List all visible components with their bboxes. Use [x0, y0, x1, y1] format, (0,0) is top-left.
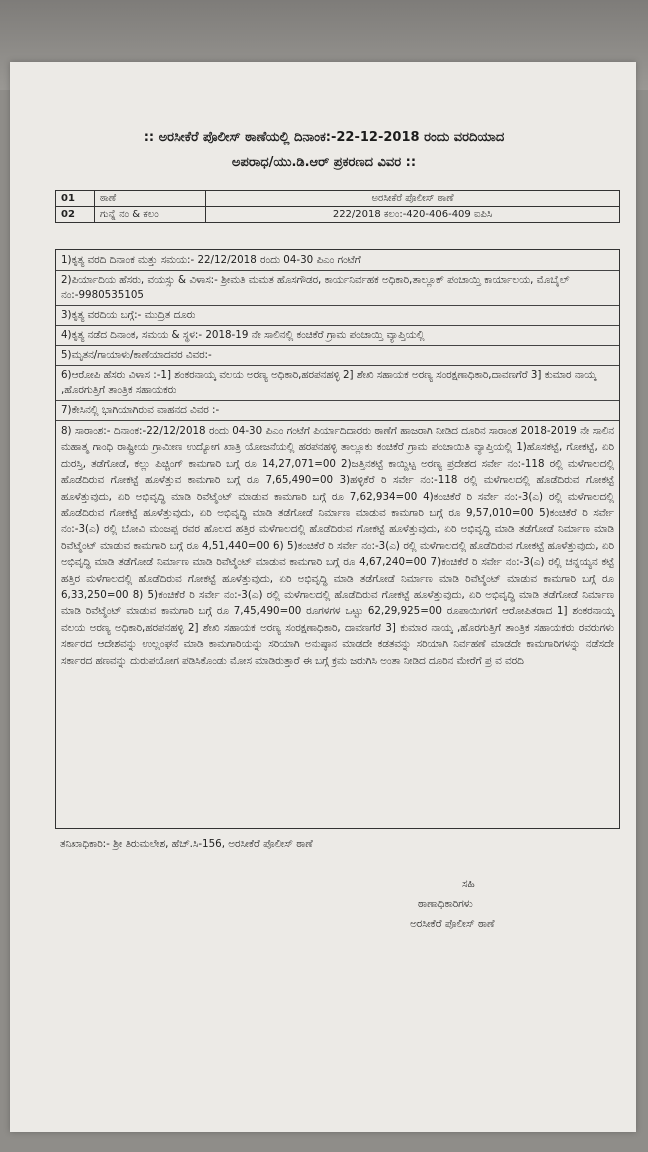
divider	[56, 345, 619, 346]
table-row	[56, 191, 620, 207]
row-label: ಗುನ್ನೆ ನಂ & ಕಲಂ	[95, 207, 206, 223]
row-value: ಅರಸೀಕೆರೆ ಪೊಲೀಸ್ ಠಾಣೆ	[206, 191, 620, 207]
case-details-box	[55, 249, 620, 829]
header-table	[55, 190, 620, 223]
item-accused: 6)ಆರೋಪಿ ಹೆಸರು ವಿಳಾಸ :-1] ಶಂಕರನಾಯ್ಕ ವಲಯ ಅರಣ್ಯ ಅಧಿಕಾರಿ,ಹರಪನಹಳ್ಳಿ 2] ಶೇಖಿ ಸಹಾಯಕ ಅರಣ್ಯ ಸಂರಕ್ಷಣಾಧಿಕಾರಿ,ದಾವಣಗೆರೆ 3] ಕುಮಾರ ನಾಯ್ಕ ,ಹೊರಗುತ್ತಿಗೆ ತಾಂತ್ರಿಕ ಸಹಾಯಕರು	[61, 369, 597, 396]
divider	[56, 270, 619, 271]
row-number: 01	[56, 191, 95, 207]
table-row	[56, 207, 620, 223]
divider	[56, 420, 619, 421]
item-complainant: 2)ಪಿರ್ಯಾದಿಯ ಹೆಸರು, ವಯಸ್ಸು & ವಿಳಾಸ:- ಶ್ರೀಮತಿ ಮಮತ ಹೊಸಗೌಡರ, ಕಾರ್ಯನಿರ್ವಹಕ ಅಧಿಕಾರಿ,ತಾಲ್ಲೂಕ್ ಪಂಚಾಯ್ತಿ ಕಾರ್ಯಾಲಯ, ಮೊಬೈಲ್ ನಂ:-9980535105	[61, 274, 570, 301]
item-summary: 8) ಸಾರಾಂಶ:- ದಿನಾಂಕ:-22/12/2018 ರಂದು 04-30 ಪಿಎಂ ಗಂಟೆಗೆ ಪಿರ್ಯಾದಿದಾರರು ಠಾಣೆಗೆ ಹಾಜರಾಗಿ ನೀಡಿದ ದೂರಿನ ಸಾರಾಂಶ 2018-2019 ನೇ ಸಾಲಿನ ಮಹಾತ್ಮ ಗಾಂಧಿ ರಾಷ್ಟ್ರೀಯ ಗ್ರಾಮೀಣ ಉದ್ಯೋಗ ಖಾತ್ರಿ ಯೋಜನೆಯಲ್ಲಿ ಹರಪನಹಳ್ಳಿ ತಾಲ್ಲೂಕು ಕಂಚಿಕೆರೆ ಗ್ರಾಮ ಪಂಚಾಯಿತಿ ವ್ಯಾಪ್ತಿಯಲ್ಲಿ 1)ಹೊಸಕಟ್ಟೆ, ಗೋಕಟ್ಟೆ, ಏರಿ ದುರಸ್ತಿ, ತಡೆಗೋಡೆ, ಕಲ್ಲು ಪಿಚ್ಚಿಂಗ್ ಕಾಮಗಾರಿ ಬಗ್ಗೆ ರೂ 14,27,071=00 2)ಜತ್ತಿನಕಟ್ಟೆ ಕಾಯ್ದಿಟ್ಟ ಅರಣ್ಯ ಪ್ರದೇಶದ ಸರ್ವೇ ನಂ:-118 ರಲ್ಲಿ ಮಳೆಗಾಲದಲ್ಲಿ ಹೊಡೆದಿರುವ ಗೋಕಟ್ಟೆ ಹೂಳೆತ್ತುವ ಕಾಮಗಾರಿ ಬಗ್ಗೆ ರೂ 7,65,490=00 3)ಹಳ್ಳಿಕೆರೆ ರಿ ಸರ್ವೇ ನಂ:-118 ರಲ್ಲಿ ಮಳೆಗಾಲದಲ್ಲಿ ಹೊಡೆದಿರುವ ಗೋಕಟ್ಟೆ ಹೂಳೆತ್ತುವುದು, ಏರಿ ಅಭಿವೃದ್ಧಿ ಮಾಡಿ ರಿವೆಟ್ಮೆಂಟ್ ಮಾಡುವ ಕಾಮಗಾರಿ ಬಗ್ಗೆ ರೂ 7,62,934=00 4)ಕಂಚಿಕೆರೆ ರಿ ಸರ್ವೇ ನಂ:-3(ಎ) ರಲ್ಲಿ ಮಳೆಗಾಲದಲ್ಲಿ ಹೊಡೆದಿರುವ ಗೋಕಟ್ಟೆ ಹೂಳೆತ್ತುವುದು, ಏರಿ ಅಭಿವೃದ್ಧಿ ಮಾಡಿ ತಡೆಗೋಡೆ ನಿರ್ಮಾಣ ಮಾಡುವ ಕಾಮಗಾರಿ ಬಗ್ಗೆ ರೂ 9,57,010=00 5)ಕಂಚಿಕೆರೆ ರಿ ಸರ್ವೇ ನಂ:-3(ಎ) ರಲ್ಲಿ ಬೋವಿ ಮಂಜಪ್ಪ ರವರ ಹೊಲದ ಹತ್ತಿರ ಮಳೆಗಾಲದಲ್ಲಿ ಹೊಡೆದಿರುವ ಗೋಕಟ್ಟೆ ಹೂಳೆತ್ತುವುದು, ಏರಿ ಅಭಿವೃದ್ಧಿ ಮಾಡಿ ತಡೆಗೋಡೆ ನಿರ್ಮಾಣ ಮಾಡಿ ರಿವೆಟ್ಮೆಂಟ್ ಮಾಡುವ ಕಾಮಗಾರಿ ಬಗ್ಗೆ ರೂ 4,51,440=00 6) 5)ಕಂಚಿಕೆರೆ ರಿ ಸರ್ವೇ ನಂ:-3(ಎ) ರಲ್ಲಿ ಮಳೆಗಾಲದಲ್ಲಿ ಹೊಡೆದಿರುವ ಗೋಕಟ್ಟೆ ಹೂಳೆತ್ತುವುದು, ಏರಿ ಅಭಿವೃದ್ಧಿ ಮಾಡಿ ತಡೆಗೋಡೆ ನಿರ್ಮಾಣ ಮಾಡಿ ರಿವೆಟ್ಮೆಂಟ್ ಮಾಡುವ ಕಾಮಗಾರಿ ಬಗ್ಗೆ ರೂ 4,67,240=00 7)ಕಂಚಿಕೆರೆ ರಿ ಸರ್ವೇ ನಂ:-3(ಎ) ರಲ್ಲಿ ಚನ್ನಯ್ಯನ ಕಟ್ಟೆ ಹತ್ತಿರ ಮಳೆಗಾಲದಲ್ಲಿ ಹೊಡೆದಿರುವ ಗೋಕಟ್ಟೆ ಹೂಳೆತ್ತುವುದು, ಏರಿ ಅಭಿವೃದ್ಧಿ ಮಾಡಿ ತಡೆಗೋಡೆ ನಿರ್ಮಾಣ ಮಾಡಿ ರಿವೆಟ್ಮೆಂಟ್ ಮಾಡುವ ಕಾಮಗಾರಿ ಬಗ್ಗೆ ರೂ 6,33,250=00 8) 5)ಕಂಚಿಕೆರೆ ರಿ ಸರ್ವೇ ನಂ:-3(ಎ) ರಲ್ಲಿ ಮಳೆಗಾಲದಲ್ಲಿ ಹೊಡೆದಿರುವ ಗೋಕಟ್ಟೆ ಹೂಳೆತ್ತುವುದು, ಏರಿ ಅಭಿವೃದ್ಧಿ ಮಾಡಿ ತಡೆಗೋಡೆ ನಿರ್ಮಾಣ ಮಾಡಿ ರಿವೆಟ್ಮೆಂಟ್ ಮಾಡುವ ಕಾಮಗಾರಿ ಬಗ್ಗೆ ರೂ 7,45,490=00 ರೂಗಳಗಳ ಒಟ್ಟು 62,29,925=00 ರೂಪಾಯಿಗಳಿಗೆ ಆರೋಪಿತರಾದ 1] ಶಂಕರನಾಯ್ಕ ವಲಯ ಅರಣ್ಯ ಅಧಿಕಾರಿ,ಹರಪನಹಳ್ಳಿ 2] ಶೇಖಿ ಸಹಾಯಕ ಅರಣ್ಯ ಸಂರಕ್ಷಣಾಧಿಕಾರಿ, ದಾವಣಗೆರೆ 3] ಕುಮಾರ ನಾಯ್ಕ ,ಹೊರಗುತ್ತಿಗೆ ತಾಂತ್ರಿಕ ಸಹಾಯಕರು ರವರುಗಳು ಸರ್ಕಾರದ ಆದೇಶವನ್ನು ಉಲ್ಲಂಘನೆ ಮಾಡಿ ಕಾಮಗಾರಿಯನ್ನು ಸರಿಯಾಗಿ ಅನುಷ್ಠಾನ ಮಾಡದೇ ಕಡತವನ್ನು ಸರಿಯಾಗಿ ನಿರ್ವಹಣೆ ಮಾಡದೇ ಕಾಮಗಾರಿಗಳನ್ನು ನಡೆಸದೇ ಸರ್ಕಾರದ ಹಣವನ್ನು ದುರುಪಯೋಗ ಪಡಿಸಿಕೊಂಡು ಮೋಸ ಮಾಡಿರುತ್ತಾರೆ ಈ ಬಗ್ಗೆ ಕ್ರಮ ಜರುಗಿಸಿ ಅಂತಾ ನೀಡಿದ ದೂರಿನ ಮೇರೆಗೆ ಪ್ರ ವ ವರದಿ	[61, 425, 614, 667]
item-vehicle: 7)ಕೇಸಿನಲ್ಲಿ ಭಾಗಿಯಾಗಿರುವ ವಾಹನದ ವಿವರ :-	[61, 404, 220, 416]
item-victims: 5)ಮೃತನ/ಗಾಯಾಳು/ಕಾಣೆಯಾದವರ ವಿವರ:-	[61, 349, 212, 361]
investigating-officer: ತನಿಖಾಧಿಕಾರಿ:- ಶ್ರೀ ತಿರುಮಲೇಶ, ಹೆಚ್.ಸಿ-156, ಅರಸೀಕೆರೆ ಪೊಲೀಸ್ ಠಾಣೆ	[60, 838, 313, 850]
divider	[56, 400, 619, 401]
signature-station: ಅರಸೀಕೆರೆ ಪೊಲೀಸ್ ಠಾಣೆ	[410, 918, 495, 930]
row-value: 222/2018 ಕಲಂ:-420-406-409 ಐಪಿಸಿ	[206, 207, 620, 223]
divider	[56, 325, 619, 326]
item-incident-place: 4)ಕೃತ್ಯ ನಡೆದ ದಿನಾಂಕ, ಸಮಯ & ಸ್ಥಳ:- 2018-19 ನೇ ಸಾಲಿನಲ್ಲಿ ಕಂಚಿಕೆರೆ ಗ್ರಾಮ ಪಂಚಾಯ್ತಿ ವ್ಯಾಪ್ತಿಯಲ್ಲಿ	[61, 329, 425, 341]
row-number: 02	[56, 207, 95, 223]
item-report-type: 3)ಕೃತ್ಯ ವರದಿಯ ಬಗ್ಗೆ:- ಮುದ್ರಿತ ದೂರು	[61, 309, 196, 321]
document-title-line1: :: ಅರಸೀಕೆರೆ ಪೊಲೀಸ್ ಠಾಣೆಯಲ್ಲಿ ದಿನಾಂಕ:-22-12-2018 ರಂದು ವರದಿಯಾದ	[143, 130, 505, 145]
row-label: ಠಾಣೆ	[95, 191, 206, 207]
signature-designation: ಠಾಣಾಧಿಕಾರಿಗಳು	[418, 898, 473, 910]
signature-label: ಸಹಿ	[462, 878, 475, 890]
divider	[56, 365, 619, 366]
divider	[56, 305, 619, 306]
item-report-datetime: 1)ಕೃತ್ಯ ವರದಿ ದಿನಾಂಕ ಮತ್ತು ಸಮಯ:- 22/12/2018 ರಂದು 04-30 ಪಿಎಂ ಗಂಟೆಗೆ	[61, 254, 361, 266]
document-title-line2: ಅಪರಾಧ/ಯು.ಡಿ.ಆರ್ ಪ್ರಕರಣದ ವಿವರ ::	[231, 155, 417, 170]
